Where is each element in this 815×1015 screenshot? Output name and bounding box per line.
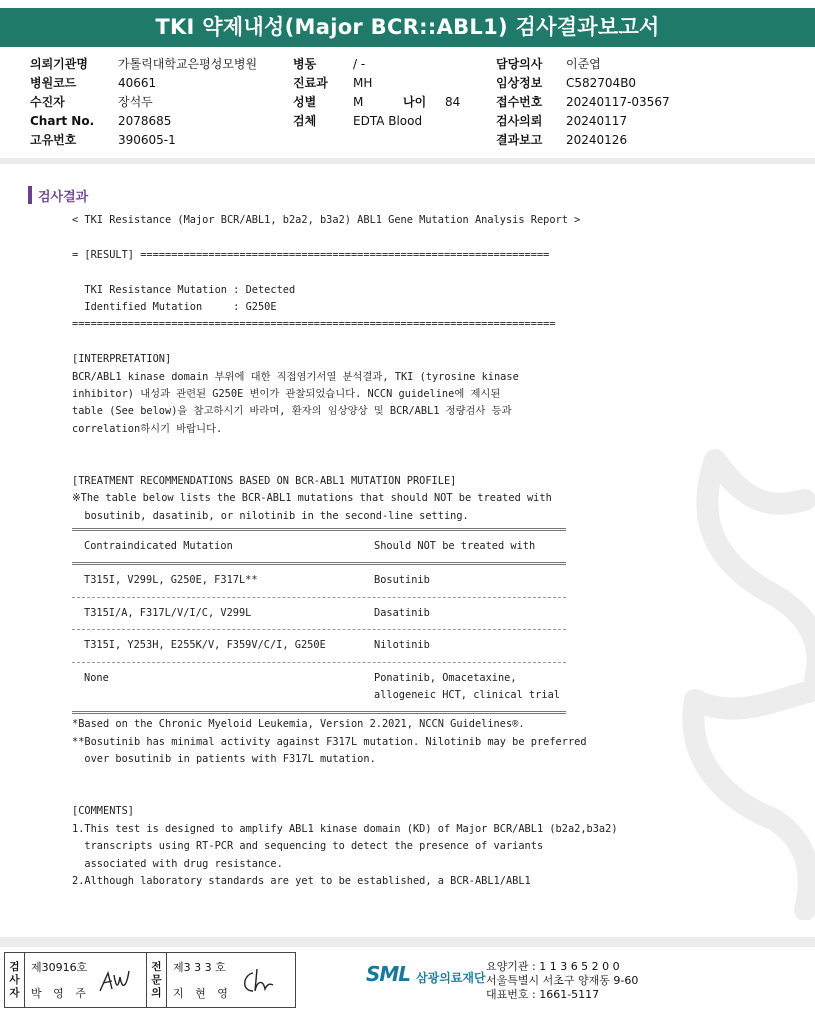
comment-line: 2.Although laboratory standards are yet to be established, a BCR-ABL1/ABL1 xyxy=(72,874,531,887)
report-body xyxy=(72,212,632,890)
institution-info xyxy=(486,960,638,1002)
info-value: / - xyxy=(353,57,366,71)
info-value: 20240117-03567 xyxy=(566,95,670,109)
footnote: *Based on the Chronic Myeloid Leukemia, Version 2.2021, NCCN Guidelines®. xyxy=(72,718,525,731)
interpretation-line: BCR/ABL1 kinase domain 부위에 대한 직접염기서열 분석결과, TKI (tyrosine kinase xyxy=(72,370,519,383)
report-header: < TKI Resistance (Major BCR/ABL1, b2a2, b3a2) ABL1 Gene Mutation Analysis Report > xyxy=(72,214,581,226)
section-marker xyxy=(28,186,32,204)
age-label: 나이 xyxy=(403,95,427,109)
info-value: MH xyxy=(353,76,373,90)
result-end: ============================================================================== xyxy=(72,318,556,331)
table-header: Should NOT be treated with xyxy=(374,540,536,553)
table-cell: Nilotinib xyxy=(374,639,430,652)
table-cell: allogeneic HCT, clinical trial xyxy=(374,688,560,701)
table-row xyxy=(72,637,632,654)
info-value: 2078685 xyxy=(118,114,172,128)
table-row xyxy=(72,572,632,589)
examiner-license-no: 제30916호 xyxy=(31,961,88,974)
table-cell: None xyxy=(84,671,109,684)
info-value: M xyxy=(353,95,364,109)
info-label: Chart No. xyxy=(30,114,95,128)
info-label: 접수번호 xyxy=(496,95,543,109)
info-label: 검사의뢰 xyxy=(496,114,543,128)
reviewer-name: 지 현 영 xyxy=(173,987,232,1000)
section-divider xyxy=(0,158,815,164)
treatment-note: bosutinib, dasatinib, or nilotinib in the second-line setting. xyxy=(72,509,469,522)
info-value: EDTA Blood xyxy=(353,114,423,128)
age-value: 84 xyxy=(445,95,461,109)
examiner-name: 박 영 주 xyxy=(31,987,90,1000)
examiner-signature-icon xyxy=(96,967,132,995)
section-title: 검사결과 xyxy=(38,189,89,205)
info-value: 이준엽 xyxy=(566,57,601,71)
info-label: 병원코드 xyxy=(30,76,77,90)
reviewer-signature-icon xyxy=(239,967,275,995)
table-row xyxy=(72,670,632,687)
section-header xyxy=(28,186,88,204)
table-cell: Ponatinib, Omacetaxine, xyxy=(374,671,517,684)
footnote: over bosutinib in patients with F317L mutation. xyxy=(72,753,376,766)
footer-divider xyxy=(0,937,815,947)
info-label: 임상정보 xyxy=(496,76,543,90)
info-label: 의뢰기관명 xyxy=(30,57,88,71)
treatment-table xyxy=(72,528,632,714)
info-label: 성별 xyxy=(293,95,317,109)
report-title: TKI 약제내성(Major BCR::ABL1) 검사결과보고서 xyxy=(0,8,815,47)
watermark-logo-icon xyxy=(655,440,815,920)
sml-logo xyxy=(366,962,486,986)
info-value: 장석두 xyxy=(118,95,153,109)
table-row-continued xyxy=(72,687,632,704)
comment-line: transcripts using RT-PCR and sequencing to detect the presence of variants xyxy=(72,840,544,853)
info-value: 390605-1 xyxy=(118,133,176,147)
table-cell: T315I/A, F317L/V/I/C, V299L xyxy=(84,606,252,619)
info-value: 가톨릭대학교은평성모병원 xyxy=(118,57,258,71)
interpretation-line: table (See below)을 참고하시기 바라며, 환자의 임상양상 및 BCR/ABL1 정량검사 등과 xyxy=(72,405,512,418)
reviewer-license-no: 제3 3 3 호 xyxy=(173,961,226,974)
info-label: 수진자 xyxy=(30,95,65,109)
comment-line: associated with drug resistance. xyxy=(72,857,283,870)
table-row xyxy=(72,605,632,622)
table-cell: T315I, Y253H, E255K/V, F359V/C/I, G250E xyxy=(84,639,326,652)
logo-name: 삼광의료재단 xyxy=(416,970,486,985)
info-label: 고유번호 xyxy=(30,133,77,147)
footnote: **Bosutinib has minimal activity against F317L mutation. Nilotinib may be preferred xyxy=(72,735,587,748)
table-header: Contraindicated Mutation xyxy=(84,540,233,553)
patient-info-col1 xyxy=(30,55,257,150)
comments-heading: [COMMENTS] xyxy=(72,805,134,818)
info-label: 검체 xyxy=(293,114,317,128)
info-label: 병동 xyxy=(293,57,317,71)
table-cell: Dasatinib xyxy=(374,606,430,619)
examiner xyxy=(25,953,147,1007)
info-label: 담당의사 xyxy=(496,57,543,71)
patient-info-col2 xyxy=(293,55,460,131)
info-value: 20240117 xyxy=(566,114,628,128)
interpretation-line: correlation하시기 바랍니다. xyxy=(72,422,223,435)
institution-line: 서울특별시 서초구 양재동 9-60 xyxy=(486,974,639,987)
result-heading: = [RESULT] ================================================================== xyxy=(72,248,550,261)
signature-box xyxy=(4,952,296,1008)
interpretation-heading: [INTERPRETATION] xyxy=(72,353,172,366)
examiner-vertical-label: 검 사 자 xyxy=(5,953,25,1007)
comment-line: 1.This test is designed to amplify ABL1 kinase domain (KD) of Major BCR/ABL1 (b2a2,b3a2) xyxy=(72,822,618,835)
table-cell: T315I, V299L, G250E, F317L** xyxy=(84,574,258,587)
info-label: 진료과 xyxy=(293,76,328,90)
logo-text: SML xyxy=(366,962,411,986)
info-label: 결과보고 xyxy=(496,133,543,147)
reviewer-vertical-label: 전 문 의 xyxy=(147,953,167,1007)
institution-line: 대표번호 : 1661-5117 xyxy=(486,988,600,1001)
result-line: Identified Mutation : G250E xyxy=(72,300,277,313)
treatment-heading: [TREATMENT RECOMMENDATIONS BASED ON BCR-ABL1 MUTATION PROFILE] xyxy=(72,474,457,487)
result-line: TKI Resistance Mutation : Detected xyxy=(72,283,296,296)
institution-line: 요양기관 : 1 1 3 6 5 2 0 0 xyxy=(486,960,620,973)
patient-info-col3 xyxy=(496,55,670,150)
info-value: 40661 xyxy=(118,76,157,90)
reviewer xyxy=(167,953,289,1007)
interpretation-line: inhibitor) 내성과 관련된 G250E 변이가 관찰되었습니다. NCCN guideline에 제시된 xyxy=(72,387,501,400)
info-value: C582704B0 xyxy=(566,76,637,90)
table-header-row xyxy=(72,538,632,555)
info-value: 20240126 xyxy=(566,133,628,147)
table-cell: Bosutinib xyxy=(374,574,430,587)
treatment-note: ※The table below lists the BCR-ABL1 mutations that should NOT be treated with xyxy=(72,492,552,505)
